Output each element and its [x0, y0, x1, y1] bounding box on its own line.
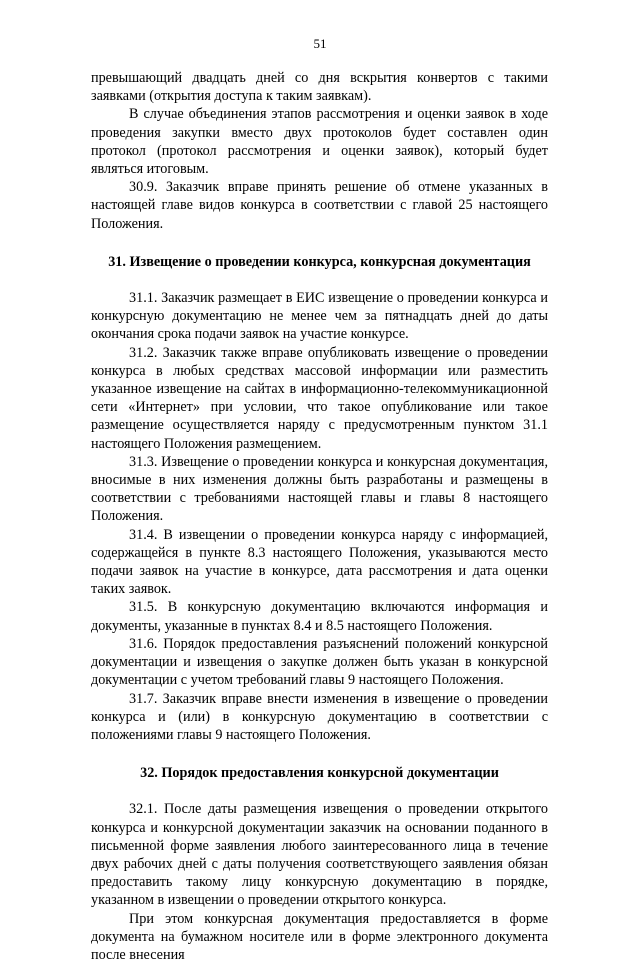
document-body — [91, 69, 548, 964]
paragraph-31-3: 31.3. Извещение о проведении конкурса и конкурсная документация, вносимые в них изменения должны быть разработаны и размещены в соответствии с требованиями настоящей главы и главы 8 настоящего Положения. — [91, 453, 548, 525]
paragraph-31-5: 31.5. В конкурсную документацию включаются информация и документы, указанные в пунктах 8.4 и 8.5 настоящего Положения. — [91, 599, 548, 634]
paragraph-31-4: 31.4. В извещении о проведении конкурса наряду с информацией, содержащейся в пункте 8.3 настоящего Положения, указываются место подачи заявок на участие в конкурсе, дата рассмотрения и дата оценки таких заявок. — [91, 526, 548, 598]
paragraph-31-1: 31.1. Заказчик размещает в ЕИС извещение о проведении конкурса и конкурсную документацию не менее чем за пятнадцать дней до даты окончания срока подачи заявок на участие конкурсе. — [91, 290, 548, 343]
paragraph-32-continuation: При этом конкурсная документация предоставляется в форме документа на бумажном носителе или в форме электронного документа после внесения — [91, 910, 548, 963]
paragraph-carryover: превышающий двадцать дней со дня вскрытия конвертов с такими заявками (открытия доступа к таким заявкам). — [91, 70, 548, 105]
section-heading-32: 32. Порядок предоставления конкурсной документации — [140, 765, 499, 782]
paragraph-31-7: 31.7. Заказчик вправе внести изменения в извещение о проведении конкурса и (или) в конкурсную документацию в соответствии с положениями главы 9 настоящего Положения. — [91, 690, 548, 743]
paragraph-31-2: 31.2. Заказчик также вправе опубликовать извещение о проведении конкурса в любых средствах массовой информации или разместить указанное извещение на сайтах в информационно-телекоммуникационной сети «Интернет» при условии, что такое опубликование или такое размещение осуществляется наряду с предусмотренным пунктом 31.1 настоящего Положения размещением. — [91, 344, 548, 452]
page-number: 51 — [313, 36, 327, 51]
paragraph-31-6: 31.6. Порядок предоставления разъяснений положений конкурсной документации и извещения о закупке должен быть указан в конкурсной документации с учетом требований главы 9 настоящего Положения. — [91, 635, 548, 689]
section-heading-31: 31. Извещение о проведении конкурса, конкурсная документация — [108, 253, 531, 270]
paragraph-merged-stages: В случае объединения этапов рассмотрения и оценки заявок в ходе проведения закупки вместо двух протоколов будет составлен один протокол (протокол рассмотрения и оценки заявок), который будет являться итоговым. — [91, 106, 548, 178]
paragraph-32-1: 32.1. После даты размещения извещения о проведении открытого конкурса и конкурсной документации заказчик на основании поданного в письменной форме заявления любого заинтересованного лица в течение двух рабочих дней с даты получения соответствующего заявления обязан предоставить такому лицу конкурсную документацию в порядке, указанном в извещении о проведении открытого конкурса. — [91, 801, 548, 909]
paragraph-30-9: 30.9. Заказчик вправе принять решение об отмене указанных в настоящей главе видов конкурса в соответствии с главой 25 настоящего Положения. — [91, 179, 548, 232]
